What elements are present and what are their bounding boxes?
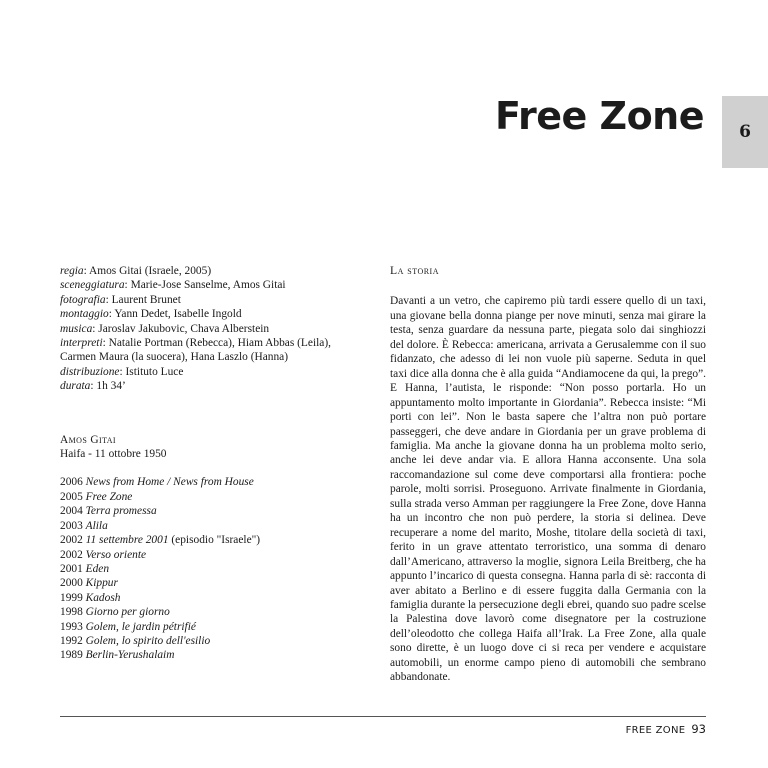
filmography-item — [60, 562, 360, 576]
filmography-item — [60, 490, 360, 504]
film-year: 1999 — [60, 591, 83, 604]
film-title: Golem, le jardin pétrifié — [85, 620, 196, 633]
film-title: Kippur — [85, 577, 118, 590]
film-year: 2003 — [60, 519, 83, 532]
credits-list — [60, 264, 360, 394]
film-title: Verso oriente — [85, 548, 147, 561]
film-year: 1989 — [60, 649, 83, 662]
film-note: (episodio "Israele") — [171, 534, 261, 547]
credit-line: musica: Jaroslav Jakubovic, Chava Alberstein — [60, 322, 270, 335]
footer-divider — [60, 716, 706, 717]
film-title: Golem, lo spirito dell'esilio — [85, 634, 211, 647]
filmography-item — [60, 591, 360, 605]
credit-line: montaggio: Yann Dedet, Isabelle Ingold — [60, 308, 242, 321]
filmography-item — [60, 620, 360, 634]
filmography-item — [60, 548, 360, 562]
page-title: Free Zone — [494, 94, 704, 138]
page-number: 93 — [691, 722, 706, 736]
credit-line: sceneggiatura: Marie-Jose Sanselme, Amos Gitai — [60, 279, 286, 292]
filmography-item — [60, 648, 360, 662]
film-year: 2004 — [60, 505, 83, 518]
film-year: 1998 — [60, 606, 83, 619]
running-title: FREE ZONE — [625, 725, 686, 736]
film-year: 2005 — [60, 490, 83, 503]
filmography-item — [60, 634, 360, 648]
film-title: News from Home / News from House — [85, 476, 254, 489]
credit-role: durata — [60, 380, 91, 393]
credit-value: Amos Gitai (Israele, 2005) — [89, 265, 212, 277]
film-title: Berlin-Yerushalaim — [85, 649, 175, 662]
filmography-list — [60, 475, 360, 662]
story-column — [390, 264, 706, 685]
credit-line: distribuzione: Istituto Luce — [60, 365, 184, 378]
credit-line: fotografia: Laurent Brunet — [60, 293, 181, 306]
credit-role: interpreti — [60, 337, 103, 350]
filmography-item — [60, 576, 360, 590]
film-year: 1993 — [60, 620, 83, 633]
film-title: Kadosh — [85, 591, 121, 604]
credit-role: fotografia — [60, 293, 106, 306]
credit-line: interpreti: Natalie Portman (Rebecca), Hiam Abbas (Leila), Carmen Maura (la suocera), Hana Laszlo (Hanna) — [60, 337, 331, 364]
film-year: 2006 — [60, 476, 83, 489]
credit-role: distribuzione — [60, 365, 120, 378]
chapter-tab — [722, 96, 768, 168]
film-title: Free Zone — [85, 490, 133, 503]
credit-value: Laurent Brunet — [111, 293, 181, 306]
film-year: 2000 — [60, 577, 83, 590]
chapter-number: 6 — [739, 122, 751, 142]
credit-role: regia — [60, 265, 84, 277]
credit-value: Natalie Portman (Rebecca), Hiam Abbas (Leila), Carmen Maura (la suocera), Hana Laszlo (Hanna) — [60, 337, 331, 364]
credit-line: durata: 1h 34’ — [60, 380, 126, 393]
credit-value: Istituto Luce — [125, 365, 184, 378]
credit-value: 1h 34’ — [96, 380, 126, 393]
section-heading: La storia — [390, 264, 440, 277]
film-title: Giorno per giorno — [85, 606, 170, 619]
credit-line: regia: Amos Gitai (Israele, 2005) — [60, 265, 212, 277]
credit-value: Marie-Jose Sanselme, Amos Gitai — [130, 279, 286, 292]
film-title: Eden — [85, 562, 110, 575]
filmography-item — [60, 519, 360, 533]
credit-role: musica — [60, 322, 93, 335]
film-title: 11 settembre 2001 — [85, 534, 169, 547]
film-year: 2002 — [60, 548, 83, 561]
filmography-item — [60, 475, 360, 489]
credit-value: Yann Dedet, Isabelle Ingold — [114, 308, 242, 321]
director-name: Amos Gitai — [60, 433, 116, 446]
film-title: Terra promessa — [85, 505, 157, 518]
filmography-item — [60, 504, 360, 518]
filmography-item — [60, 533, 360, 547]
credit-value: Jaroslav Jakubovic, Chava Alberstein — [98, 322, 270, 335]
film-title: Alila — [85, 519, 108, 532]
credit-role: sceneggiatura — [60, 279, 125, 292]
film-year: 2002 — [60, 534, 83, 547]
film-year: 2001 — [60, 562, 83, 575]
director-birth: Haifa - 11 ottobre 1950 — [60, 448, 167, 461]
page-footer — [626, 722, 706, 736]
credits-column — [60, 264, 360, 663]
film-year: 1992 — [60, 634, 83, 647]
filmography-item — [60, 605, 360, 619]
credit-role: montaggio — [60, 308, 109, 321]
story-text: Davanti a un vetro, che capiremo più tardi essere quello di un taxi, una giovane bella donna piange per nove minuti, senza mai girare la testa, senza guardare da nessuna parte, piegata solo dai singhiozzi del dolore. È Rebecca: americana, arrivata a Gerusalemme con il suo fidanzato, che adesso di lei non vuole più saperne. Seduta in quel taxi dice alla donna che è alla guida “Andiamocene da qui, la prego”. E Hanna, l’autista, le risponde: “Non posso portarla. Ho un appuntamento molto importante in Giordania”. Rebecca insiste: “Mi porti con lei”. Non le basta sapere che l’altra non può portare passeggeri, che deve andare in Giordania per un grave problema di famiglia. Ma anche la giovane donna ha un problema molto serio, anche lei deve andar via. E allora Hanna acconsente. Una sola raccomandazione sul come deve comportarsi alla frontiera: poche parole, molti sorrisi. Proseguono. Arrivate finalmente in Giordania, sulla strada verso Amman per raggiungere la Free Zone, dove Hanna ha un incontro che non può perdere, la storia si delinea. Deve recuperare a nome del marito, Moshe, titolare della società di taxi, ferito in un grave attentato terroristico, una somma di denaro dall’Americano, attraverso la moglie, signora Leila Breitberg, che ha appunto l’incarico di questa consegna. Hanna parla di sè: racconta di aver abitato a Berlino e di essere fuggita dalla Germania con la famiglia durante la persecuzione degli ebrei, quando suo padre scelse la Palestina dove lavorò come disegnatore per la costruzione dell’oleodotto che collega Haifa all’Irak. La Free Zone, alla quale sono dirette, è un luogo dove ci si reca per vendere e acquistare automobili, un enorme campo pieno di automobili che sembrano abbandonate. — [390, 295, 706, 684]
